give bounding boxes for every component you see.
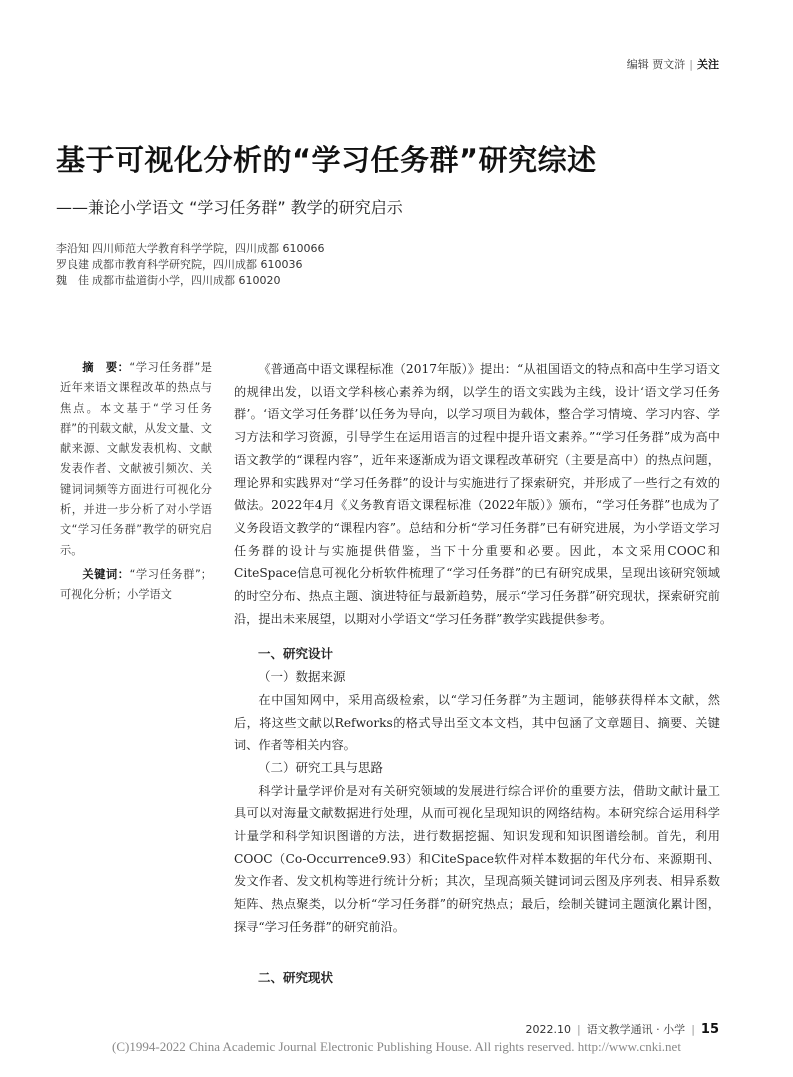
author-affiliation: 成都市盐道街小学，四川成都 610020: [92, 274, 281, 287]
author-name: 罗良建: [56, 258, 89, 271]
column-name: 关注: [697, 58, 719, 71]
article-subtitle: ——兼论小学语文 “学习任务群” 教学的研究启示: [56, 198, 403, 217]
abstract-label: 摘 要：: [82, 361, 130, 374]
author-line: [56, 272, 281, 288]
keywords: [60, 565, 212, 606]
footer-divider: |: [576, 1023, 581, 1036]
author-affiliation: 四川师范大学教育科学学院，四川成都 610066: [92, 242, 325, 255]
section-heading: 二、研究现状: [258, 969, 334, 985]
author-line: [56, 240, 325, 256]
page-number: 15: [700, 1022, 719, 1037]
copyright-watermark: (C)1994-2022 China Academic Journal Electronic Publishing House. All rights reserved. http://www.cnki.net: [112, 1039, 681, 1054]
body-paragraph: 科学计量学评价是对有关研究领域的发展进行综合评价的重要方法，借助文献计量工具可以对海量文献数据进行处理，从而可视化呈现知识的网络结构。本研究综合运用科学计量学和科学知识图谱的方法，进行数据挖掘、知识发现和知识图谱绘制。首先，利用COOC（Co-Occurrence9.93）和CiteSpace软件对样本数据的年代分布、来源期刊、发文作者、发文机构等进行统计分析；其次，呈现高频关键词词云图及序列表、相异系数矩阵、热点聚类，以分析“学习任务群”的研究热点；最后，绘制关键词主题演化累计图，探寻“学习任务群”的研究前沿。: [234, 783, 720, 934]
main-text: [234, 358, 720, 989]
editor-credit: 编辑 贾文浒: [626, 58, 686, 71]
footer-divider: |: [691, 1023, 695, 1036]
subsection-heading: （一）数据来源: [258, 669, 346, 685]
article-title: 基于可视化分析的“学习任务群”研究综述: [56, 143, 597, 177]
section-heading: 一、研究设计: [258, 646, 334, 662]
issue-date: 2022.10: [525, 1023, 571, 1036]
header-divider: |: [689, 58, 693, 71]
subsection-heading: （二）研究工具与思路: [258, 759, 384, 775]
abstract-text: “学习任务群”是近年来语文课程改革的热点与焦点。本文基于“学习任务群”的刊载文献，从发文量、文献来源、文献发表机构、文献发表作者、文献被引频次、关键词词频等方面进行可视化分析，并进一步分析了对小学语文“学习任务群”教学的研究启示。: [60, 361, 212, 557]
intro-paragraph: 《普通高中语文课程标准（2017年版）》提出：“从祖国语文的特点和高中生学习语文的规律出发，以语文学科核心素养为纲，以学生的语文实践为主线，设计‘语文学习任务群’。‘语文学习任务群’以任务为导向，以学习项目为载体，整合学习情境、学习内容、学习方法和学习资源，引导学生在运用语言的过程中提升语文素养。”“学习任务群”成为高中语文教学的“课程内容”，近年来逐渐成为语文课程改革研究（主要是高中）的热点问题，理论界和实践界对“学习任务群”的设计与实施进行了探索研究，并形成了一些行之有效的做法。2022年4月《义务教育语文课程标准（2022年版）》颁布，“学习任务群”也成为了义务段语文教学的“课程内容”。总结和分析“学习任务群”已有研究进展，为小学语文学习任务群的设计与实施提供借鉴，当下十分重要和必要。因此，本文采用COOC和CiteSpace信息可视化分析软件梳理了“学习任务群”的已有研究成果，呈现出该研究领域的时空分布、热点主题、演进特征与最新趋势，展示“学习任务群”研究现状，探索研究前沿，提出未来展望，以期对小学语文“学习任务群”教学实践提供参考。: [234, 362, 720, 626]
author-line: [56, 256, 303, 272]
page-footer: [525, 1021, 719, 1037]
body-paragraph: 在中国知网中，采用高级检索，以“学习任务群”为主题词，能够获得样本文献，然后，将这些文献以Refworks的格式导出至文本文档，其中包涵了文章题目、摘要、关键词、作者等相关内容。: [234, 692, 720, 753]
author-affiliation: 成都市教育科学研究院，四川成都 610036: [92, 258, 303, 271]
author-name: 李沿知: [56, 242, 89, 255]
author-name: 魏 佳: [56, 274, 89, 287]
keywords-text: “学习任务群”；可视化分析；小学语文: [60, 567, 212, 602]
running-header: [627, 56, 719, 72]
keywords-label: 关键词：: [82, 567, 130, 581]
journal-name: 语文教学通讯 · 小学: [586, 1023, 686, 1036]
abstract: [60, 358, 212, 561]
abstract-column: [60, 358, 212, 606]
